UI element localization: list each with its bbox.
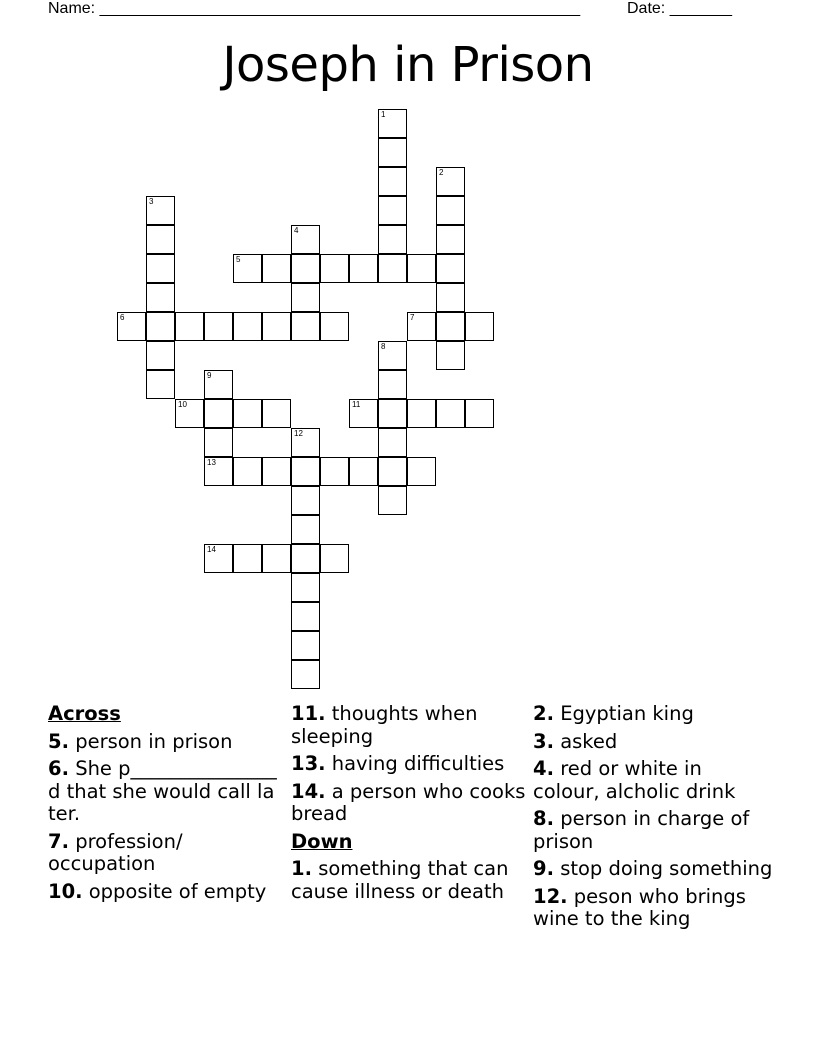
grid-cell[interactable]	[378, 225, 407, 254]
grid-cell[interactable]	[378, 196, 407, 225]
grid-cell[interactable]	[262, 457, 291, 486]
across-clue-7	[48, 831, 278, 876]
clue-number-label: 10	[178, 400, 187, 409]
clue-number: 3.	[533, 729, 554, 753]
clue-text: Egyptian king	[560, 702, 694, 725]
clue-number-label: 4	[294, 226, 299, 235]
grid-cell[interactable]	[465, 312, 494, 341]
grid-cell[interactable]	[291, 312, 320, 341]
grid-cell[interactable]	[320, 544, 349, 573]
grid-cell-7[interactable]	[407, 312, 436, 341]
clue-number: 5.	[48, 729, 69, 753]
grid-cell[interactable]	[291, 544, 320, 573]
clue-number: 1.	[291, 857, 312, 880]
grid-cell[interactable]	[146, 283, 175, 312]
clue-number-label: 8	[381, 342, 386, 351]
grid-cell[interactable]	[262, 254, 291, 283]
across-clue-11	[291, 703, 526, 748]
down-clue-3	[533, 731, 773, 754]
clue-number-label: 2	[439, 168, 444, 177]
grid-cell[interactable]	[146, 312, 175, 341]
grid-cell[interactable]	[204, 399, 233, 428]
grid-cell[interactable]	[291, 660, 320, 689]
down-clue-2	[533, 703, 773, 726]
clue-text: thoughts when sleeping	[291, 702, 478, 748]
grid-cell[interactable]	[407, 457, 436, 486]
grid-cell[interactable]	[378, 486, 407, 515]
grid-cell[interactable]	[407, 254, 436, 283]
grid-cell[interactable]	[320, 457, 349, 486]
grid-cell-4[interactable]	[291, 225, 320, 254]
grid-cell[interactable]	[175, 312, 204, 341]
grid-cell[interactable]	[204, 428, 233, 457]
clue-number: 14.	[291, 779, 326, 803]
grid-cell[interactable]	[378, 370, 407, 399]
grid-cell[interactable]	[233, 312, 262, 341]
grid-cell-8[interactable]	[378, 341, 407, 370]
across-clue-13	[291, 753, 526, 776]
grid-cell[interactable]	[146, 370, 175, 399]
grid-cell-1[interactable]	[378, 109, 407, 138]
clue-number-label: 1	[381, 110, 386, 119]
across-clue-14	[291, 781, 526, 826]
grid-cell[interactable]	[146, 225, 175, 254]
grid-cell-10[interactable]	[175, 399, 204, 428]
grid-cell[interactable]	[146, 341, 175, 370]
grid-cell[interactable]	[349, 254, 378, 283]
grid-cell[interactable]	[291, 457, 320, 486]
clue-number-label: 11	[352, 400, 361, 409]
grid-cell[interactable]	[378, 399, 407, 428]
grid-cell-14[interactable]	[204, 544, 233, 573]
clue-number-label: 9	[207, 371, 212, 380]
clue-number: 13.	[291, 752, 326, 775]
grid-cell[interactable]	[233, 544, 262, 573]
clue-number-label: 5	[236, 255, 241, 264]
down-clue-1	[291, 858, 526, 903]
grid-cell[interactable]	[436, 196, 465, 225]
grid-cell[interactable]	[436, 254, 465, 283]
grid-cell-5[interactable]	[233, 254, 262, 283]
clue-text: a person who cooks bread	[291, 779, 526, 825]
grid-cell[interactable]	[146, 254, 175, 283]
grid-cell-9[interactable]	[204, 370, 233, 399]
clue-text: having difficulties	[331, 752, 505, 775]
clue-number: 7.	[48, 829, 69, 853]
clue-number-label: 12	[294, 429, 303, 438]
grid-cell[interactable]	[262, 544, 291, 573]
clue-text: red or white in colour, alcholic drink	[533, 757, 736, 803]
clue-number: 4.	[533, 757, 554, 780]
grid-cell[interactable]	[291, 602, 320, 631]
across-clue-5	[48, 731, 278, 754]
grid-cell[interactable]	[320, 254, 349, 283]
grid-cell[interactable]	[320, 312, 349, 341]
across-clue-6	[48, 758, 278, 826]
date-field-label: Date: _______	[627, 0, 732, 17]
down-clue-9	[533, 858, 773, 881]
grid-cell[interactable]	[378, 167, 407, 196]
clue-number-label: 3	[149, 197, 154, 206]
grid-cell[interactable]	[436, 341, 465, 370]
clue-number: 11.	[291, 702, 326, 725]
grid-cell[interactable]	[233, 399, 262, 428]
grid-cell[interactable]	[291, 573, 320, 602]
grid-cell-11[interactable]	[349, 399, 378, 428]
clue-text: She p_______________d that she would call later.	[48, 757, 277, 825]
down-heading: Down	[291, 829, 353, 853]
clue-text: person in prison	[75, 729, 233, 753]
grid-cell[interactable]	[291, 515, 320, 544]
grid-cell[interactable]	[349, 457, 378, 486]
clue-text: asked	[560, 729, 618, 753]
clue-text: peson who brings wine to the king	[533, 884, 746, 930]
grid-cell[interactable]	[378, 138, 407, 167]
clue-column-2	[291, 703, 526, 908]
clue-column-3	[533, 703, 773, 936]
grid-cell[interactable]	[291, 486, 320, 515]
clue-number: 2.	[533, 702, 554, 725]
grid-cell-3[interactable]	[146, 196, 175, 225]
grid-cell[interactable]	[204, 312, 233, 341]
grid-cell[interactable]	[291, 254, 320, 283]
clue-number-label: 13	[207, 458, 216, 467]
grid-cell[interactable]	[436, 399, 465, 428]
page-title: Joseph in Prison	[222, 37, 594, 93]
grid-cell-12[interactable]	[291, 428, 320, 457]
grid-cell-6[interactable]	[117, 312, 146, 341]
grid-cell[interactable]	[436, 225, 465, 254]
grid-cell-13[interactable]	[204, 457, 233, 486]
grid-cell[interactable]	[378, 457, 407, 486]
name-field-label: Name: ______________________________________________________	[48, 0, 581, 17]
clue-number-label: 14	[207, 545, 216, 554]
clue-text: opposite of empty	[88, 879, 267, 903]
across-clue-10	[48, 881, 278, 904]
grid-cell[interactable]	[291, 631, 320, 660]
grid-cell[interactable]	[436, 312, 465, 341]
across-heading: Across	[48, 702, 121, 725]
clue-text: stop doing something	[560, 857, 773, 880]
clue-text: something that can cause illness or death	[291, 857, 509, 903]
clue-number: 12.	[533, 884, 568, 908]
grid-cell-2[interactable]	[436, 167, 465, 196]
clue-number-label: 7	[410, 313, 415, 322]
down-clue-4	[533, 758, 773, 803]
clue-text: profession/ occupation	[48, 829, 183, 875]
grid-cell[interactable]	[378, 428, 407, 457]
down-clue-8	[533, 808, 773, 853]
clue-text: person in charge of prison	[533, 807, 750, 853]
clue-number: 9.	[533, 857, 554, 880]
down-clue-12	[533, 886, 773, 931]
grid-cell[interactable]	[378, 254, 407, 283]
grid-cell[interactable]	[262, 312, 291, 341]
grid-cell[interactable]	[436, 283, 465, 312]
clue-column-1	[48, 703, 278, 908]
clue-number: 10.	[48, 879, 83, 903]
grid-cell[interactable]	[233, 457, 262, 486]
clue-number: 8.	[533, 807, 554, 830]
grid-cell[interactable]	[291, 283, 320, 312]
clue-number: 6.	[48, 757, 69, 780]
grid-cell[interactable]	[407, 399, 436, 428]
grid-cell[interactable]	[262, 399, 291, 428]
grid-cell[interactable]	[465, 399, 494, 428]
clue-number-label: 6	[120, 313, 125, 322]
